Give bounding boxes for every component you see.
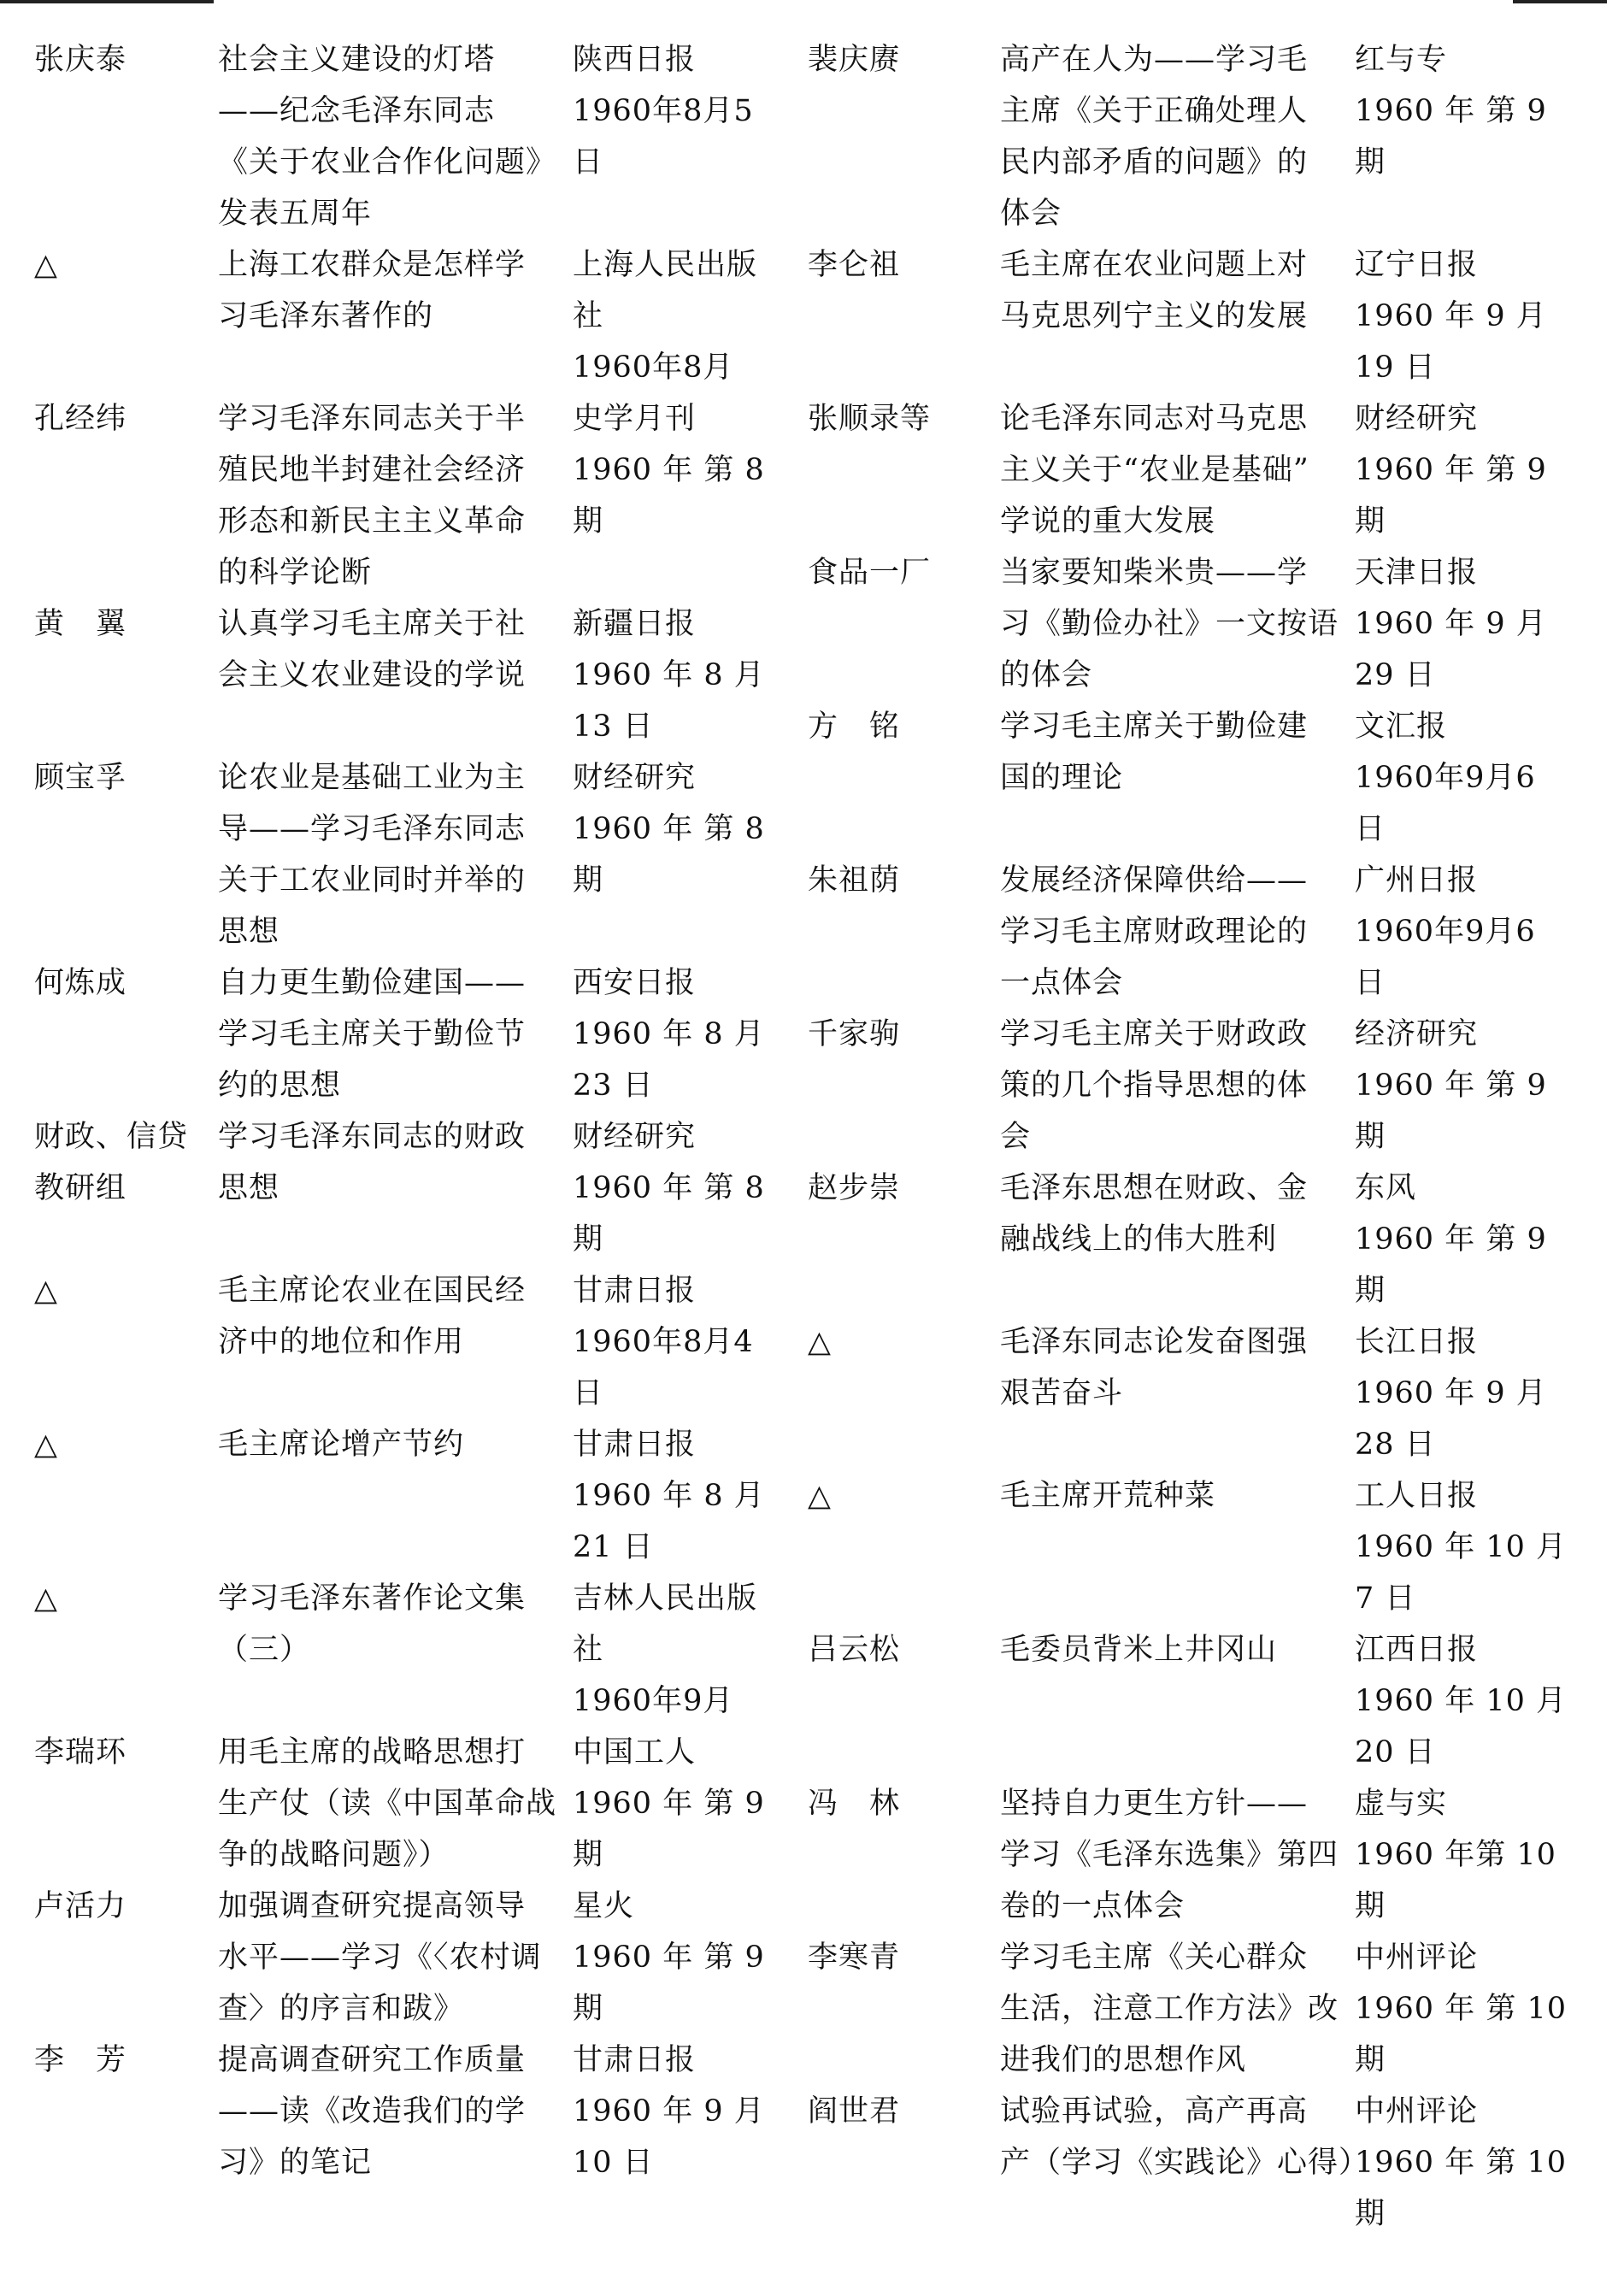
entry-source-line: 陕西日报 [573, 43, 697, 77]
entry-author-line: 李瑞环 [34, 1735, 127, 1770]
entry-title [218, 2035, 573, 2188]
entry-title-line: ——纪念毛泽东同志 [218, 94, 496, 128]
entry-title-line: 民内部矛盾的问题》的 [1000, 145, 1309, 180]
entry-source-line: 甘肃日报 [573, 2043, 697, 2077]
entry-author [34, 393, 218, 598]
bibliography-entry [808, 1470, 1586, 1624]
entry-author [808, 1009, 1000, 1163]
entry-title [218, 1727, 573, 1881]
bibliography-entry [34, 34, 812, 239]
entry-title-line: 坚持自力更生方针—— [1000, 1787, 1309, 1821]
entry-title-line: 学习毛主席《关心群众 [1000, 1940, 1309, 1975]
entry-author [808, 1470, 1000, 1624]
entry-title [218, 34, 573, 239]
entry-title-line: 艰苦奋斗 [1000, 1376, 1124, 1410]
entry-title-line: 高产在人为——学习毛 [1000, 43, 1309, 77]
entry-title-line: 发展经济保障供给—— [1000, 863, 1309, 898]
entry-title [1000, 1932, 1355, 2086]
entry-title-line: 思想 [218, 1171, 280, 1205]
entry-author-line: 朱祖荫 [808, 863, 901, 898]
entry-source-line: 1960 年 9 月 [1355, 1376, 1547, 1410]
entry-source [573, 1573, 812, 1727]
entry-title-line: 国的理论 [1000, 761, 1124, 795]
entry-author-line: 何炼成 [34, 966, 127, 1000]
entry-author-line: 千家驹 [808, 1017, 901, 1051]
entry-author [808, 1932, 1000, 2086]
entry-source-line: 工人日报 [1355, 1479, 1479, 1513]
top-rule-right [1513, 0, 1607, 3]
entry-title [218, 1419, 573, 1573]
entry-author [34, 752, 218, 957]
entry-source-line: 1960年9月6 [1355, 761, 1536, 795]
entry-source-line: 辽宁日报 [1355, 248, 1479, 282]
bibliography-entry [808, 2086, 1586, 2240]
entry-title-line: 策的几个指导思想的体 [1000, 1069, 1309, 1103]
entry-author-line: 李仑祖 [808, 248, 901, 282]
entry-source-line: 23 日 [573, 1069, 654, 1103]
entry-title [218, 957, 573, 1111]
entry-source-line: 上海人民出版 [573, 248, 758, 282]
entry-title-line: 学习毛泽东同志关于半 [218, 402, 527, 436]
bibliography-entry [808, 34, 1586, 239]
entry-author-line: △ [34, 1581, 58, 1616]
entry-source-line: 财经研究 [573, 1120, 697, 1154]
entry-author-line: △ [34, 1274, 58, 1308]
entry-author [808, 1163, 1000, 1316]
entry-title-line: 马克思列宁主义的发展 [1000, 299, 1309, 333]
entry-title-line: 学习毛主席关于勤俭建 [1000, 710, 1309, 744]
bibliography-entry [808, 1316, 1586, 1470]
entry-source-line: 甘肃日报 [573, 1274, 697, 1308]
entry-source [1355, 701, 1594, 855]
entry-title-line: 学习毛泽东同志的财政 [218, 1120, 527, 1154]
bibliography-entry [34, 957, 812, 1111]
entry-author [808, 1778, 1000, 1932]
entry-author [808, 34, 1000, 239]
entry-source [573, 239, 812, 393]
entry-title-line: 会 [1000, 1120, 1032, 1154]
entry-title [1000, 2086, 1370, 2240]
bibliography-entry [34, 1265, 812, 1419]
entry-title-line: 《关于农业合作化问题》 [218, 145, 557, 180]
left-column [34, 34, 812, 2188]
entry-source-line: 1960年9月6 [1355, 915, 1536, 949]
entry-author-line: 裴庆赓 [808, 43, 901, 77]
entry-source-line: 虚与实 [1355, 1787, 1448, 1821]
entry-title-line: 论农业是基础工业为主 [218, 761, 527, 795]
entry-title [1000, 1316, 1355, 1470]
entry-title-line: 试验再试验，高产再高 [1000, 2094, 1309, 2129]
entry-title-line: 认真学习毛主席关于社 [218, 607, 527, 641]
entry-title-line: 毛主席论增产节约 [218, 1428, 465, 1462]
entry-source [1355, 1470, 1594, 1624]
entry-title-line: 约的思想 [218, 1069, 342, 1103]
entry-source-line: 甘肃日报 [573, 1428, 697, 1462]
entry-source-line: 1960年9月 [573, 1684, 734, 1718]
entry-source-line: 21 日 [573, 1530, 654, 1564]
entry-source [573, 1419, 812, 1573]
bibliography-entry [34, 1419, 812, 1573]
entry-title-line: 当家要知柴米贵——学 [1000, 556, 1309, 590]
entry-source-line: 13 日 [573, 710, 654, 744]
entry-author [808, 855, 1000, 1009]
entry-source-line: 期 [1355, 2043, 1386, 2077]
entry-title-line: 形态和新民主主义革命 [218, 504, 527, 539]
entry-author-line: 财政、信贷 [34, 1120, 189, 1154]
bibliography-entry [808, 393, 1586, 547]
entry-source-line: 长江日报 [1355, 1325, 1479, 1359]
entry-source-line: 期 [573, 504, 604, 539]
entry-title-line: 生活，注意工作方法》改 [1000, 1992, 1339, 2026]
entry-source-line: 中州评论 [1355, 2094, 1479, 2129]
entry-source-line: 期 [573, 863, 604, 898]
entry-title [218, 1111, 573, 1265]
entry-source-line: 期 [1355, 145, 1386, 180]
bibliography-entry [34, 239, 812, 393]
entry-source-line: 财经研究 [573, 761, 697, 795]
entry-title [1000, 1009, 1355, 1163]
bibliography-entry [808, 239, 1586, 393]
entry-source [573, 752, 812, 957]
entry-author [808, 239, 1000, 393]
bibliography-entry [34, 598, 812, 752]
entry-title-line: 会主义农业建设的学说 [218, 658, 527, 692]
entry-title-line: 毛泽东同志论发奋图强 [1000, 1325, 1309, 1359]
entry-title-line: 提高调查研究工作质量 [218, 2043, 527, 2077]
entry-author-line: 张顺录等 [808, 402, 932, 436]
entry-title-line: 学习《毛泽东选集》第四 [1000, 1838, 1339, 1872]
bibliography-entry [808, 547, 1586, 701]
entry-title-line: 毛主席开荒种菜 [1000, 1479, 1216, 1513]
entry-source-line: 期 [1355, 1120, 1386, 1154]
entry-title-line: 水平——学习《〈农村调 [218, 1940, 542, 1975]
entry-source [1355, 1009, 1594, 1163]
entry-source-line: 期 [1355, 2197, 1386, 2231]
bibliography-entry [808, 701, 1586, 855]
entry-source-line: 日 [1355, 966, 1386, 1000]
entry-source-line: 新疆日报 [573, 607, 697, 641]
entry-author-line: △ [34, 248, 58, 282]
top-rule-left [0, 0, 214, 3]
entry-title-line: 主义关于“农业是基础” [1000, 453, 1309, 487]
entry-source [573, 1881, 812, 2035]
bibliography-entry [34, 1573, 812, 1727]
entry-source [573, 34, 812, 239]
entry-author-line: 黄 翼 [34, 607, 127, 641]
entry-source [1355, 34, 1594, 239]
entry-title-line: 学习毛泽东著作论文集 [218, 1581, 527, 1616]
entry-author-line: △ [808, 1479, 832, 1513]
entry-source-line: 期 [573, 1222, 604, 1257]
entry-source-line: 19 日 [1355, 350, 1436, 385]
entry-source-line: 期 [1355, 1274, 1386, 1308]
entry-title [218, 1881, 573, 2035]
bibliography-entry [34, 1881, 812, 2035]
entry-title-line: 习》的笔记 [218, 2146, 373, 2180]
entry-title-line: ——读《改造我们的学 [218, 2094, 527, 2129]
entry-author [34, 1419, 218, 1573]
entry-source-line: 1960年8月4 [573, 1325, 754, 1359]
entry-source-line: 1960 年 第 9 [1355, 1069, 1547, 1103]
entry-source [573, 957, 812, 1111]
entry-source-line: 天津日报 [1355, 556, 1479, 590]
bibliography-entry [808, 1624, 1586, 1778]
entry-source-line: 星火 [573, 1889, 635, 1923]
entry-source-line: 史学月刊 [573, 402, 697, 436]
entry-source-line: 日 [1355, 812, 1386, 846]
entry-title [1000, 1470, 1355, 1624]
entry-source-line: 经济研究 [1355, 1017, 1479, 1051]
entry-source [1355, 1932, 1594, 2086]
entry-source [1355, 239, 1594, 393]
entry-source-line: 1960 年 第 9 [1355, 94, 1547, 128]
entry-source [573, 598, 812, 752]
entry-source-line: 日 [573, 1376, 604, 1410]
entry-source [573, 2035, 812, 2188]
entry-source-line: 7 日 [1355, 1581, 1416, 1616]
entry-title-line: 一点体会 [1000, 966, 1124, 1000]
entry-source-line: 财经研究 [1355, 402, 1479, 436]
entry-source-line: 1960 年 第 10 [1355, 2146, 1567, 2180]
entry-author [34, 239, 218, 393]
bibliography-entry [34, 1727, 812, 1881]
entry-author-line: △ [808, 1325, 832, 1359]
entry-author [808, 547, 1000, 701]
entry-source-line: 1960 年 第 9 [573, 1940, 765, 1975]
entry-title-line: 社会主义建设的灯塔 [218, 43, 496, 77]
entry-title-line: 济中的地位和作用 [218, 1325, 465, 1359]
entry-source-line: 西安日报 [573, 966, 697, 1000]
bibliography-entry [34, 393, 812, 598]
entry-title [218, 393, 573, 598]
bibliography-entry [34, 2035, 812, 2188]
right-column [808, 34, 1586, 2240]
entry-source-line: 1960 年 8 月 [573, 1479, 765, 1513]
entry-title [1000, 701, 1355, 855]
bibliography-entry [808, 1009, 1586, 1163]
entry-author-line: 阎世君 [808, 2094, 901, 2129]
entry-title [1000, 1163, 1355, 1316]
bibliography-entry [808, 1932, 1586, 2086]
entry-source-line: 期 [1355, 504, 1386, 539]
entry-title-line: 习《勤俭办社》一文按语 [1000, 607, 1339, 641]
entry-source [1355, 855, 1594, 1009]
entry-title-line: 加强调查研究提高领导 [218, 1889, 527, 1923]
bibliography-entry [34, 752, 812, 957]
entry-author-line: 教研组 [34, 1171, 127, 1205]
entry-author-line: 冯 林 [808, 1787, 901, 1821]
entry-author-line: 李 芳 [34, 2043, 127, 2077]
entry-title-line: 产（学习《实践论》心得） [1000, 2146, 1370, 2180]
entry-title-line: 学习毛主席关于勤俭节 [218, 1017, 527, 1051]
entry-title-line: 导——学习毛泽东同志 [218, 812, 527, 846]
entry-title-line: 殖民地半封建社会经济 [218, 453, 527, 487]
entry-title-line: 毛主席论农业在国民经 [218, 1274, 527, 1308]
entry-source-line: 1960 年 第 8 [573, 453, 765, 487]
entry-source-line: 期 [573, 1838, 604, 1872]
entry-source-line: 1960 年 10 月 [1355, 1530, 1567, 1564]
entry-source-line: 1960 年 第 9 [1355, 1222, 1547, 1257]
entry-title-line: 自力更生勤俭建国—— [218, 966, 527, 1000]
entry-source-line: 江西日报 [1355, 1633, 1479, 1667]
entry-source-line: 1960 年 10 月 [1355, 1684, 1567, 1718]
entry-source [1355, 1316, 1594, 1470]
entry-title-line: 进我们的思想作风 [1000, 2043, 1247, 2077]
entry-author [34, 957, 218, 1111]
entry-title-line: 生产仗（读《中国革命战 [218, 1787, 557, 1821]
entry-source-line: 1960年8月 [573, 350, 734, 385]
entry-source [1355, 1163, 1594, 1316]
entry-source-line: 1960 年 9 月 [573, 2094, 765, 2129]
entry-source-line: 1960 年 9 月 [1355, 607, 1547, 641]
entry-author [808, 393, 1000, 547]
bibliography-entry [808, 855, 1586, 1009]
entry-source-line: 日 [573, 145, 604, 180]
entry-source-line: 1960 年 9 月 [1355, 299, 1547, 333]
entry-author-line: 顾宝孚 [34, 761, 127, 795]
entry-author-line: 孔经纬 [34, 402, 127, 436]
entry-title-line: 思想 [218, 915, 280, 949]
entry-author [34, 1573, 218, 1727]
entry-author [34, 1265, 218, 1419]
entry-source-line: 1960年8月5 [573, 94, 754, 128]
entry-author [808, 701, 1000, 855]
entry-title [1000, 1624, 1355, 1778]
entry-title [218, 1265, 573, 1419]
entry-title-line: （三） [218, 1633, 311, 1667]
entry-title-line: 卷的一点体会 [1000, 1889, 1186, 1923]
entry-title-line: 习毛泽东著作的 [218, 299, 434, 333]
entry-title-line: 发表五周年 [218, 197, 373, 231]
entry-title-line: 学说的重大发展 [1000, 504, 1216, 539]
entry-author-line: 卢活力 [34, 1889, 127, 1923]
entry-source-line: 10 日 [573, 2146, 654, 2180]
entry-author-line: △ [34, 1428, 58, 1462]
entry-source-line: 20 日 [1355, 1735, 1436, 1770]
entry-title [1000, 393, 1355, 547]
entry-title [218, 598, 573, 752]
entry-source-line: 广州日报 [1355, 863, 1479, 898]
entry-author-line: 吕云松 [808, 1633, 901, 1667]
entry-author-line: 方 铭 [808, 710, 901, 744]
entry-author [34, 1727, 218, 1881]
entry-title [1000, 1778, 1355, 1932]
entry-source [1355, 2086, 1594, 2240]
bibliography-entry [808, 1163, 1586, 1316]
entry-title-line: 的体会 [1000, 658, 1093, 692]
entry-source-line: 29 日 [1355, 658, 1436, 692]
entry-source [1355, 1624, 1594, 1778]
entry-source-line: 中州评论 [1355, 1940, 1479, 1975]
entry-author [808, 1624, 1000, 1778]
entry-title [1000, 855, 1355, 1009]
entry-source-line: 1960 年 8 月 [573, 1017, 765, 1051]
entry-author-line: 赵步崇 [808, 1171, 901, 1205]
entry-title-line: 主席《关于正确处理人 [1000, 94, 1309, 128]
entry-title-line: 论毛泽东同志对马克思 [1000, 402, 1309, 436]
entry-title-line: 毛主席在农业问题上对 [1000, 248, 1309, 282]
entry-title [218, 239, 573, 393]
entry-source-line: 文汇报 [1355, 710, 1448, 744]
entry-source-line: 28 日 [1355, 1428, 1436, 1462]
entry-title-line: 学习毛主席关于财政政 [1000, 1017, 1309, 1051]
entry-title [218, 1573, 573, 1727]
entry-source [1355, 547, 1594, 701]
entry-title-line: 毛委员背米上井冈山 [1000, 1633, 1278, 1667]
entry-source-line: 吉林人民出版 [573, 1581, 758, 1616]
entry-author [808, 2086, 1000, 2240]
entry-source [1355, 1778, 1594, 1932]
entry-author [34, 1111, 218, 1265]
entry-title-line: 毛泽东思想在财政、金 [1000, 1171, 1309, 1205]
entry-title-line: 争的战略问题》） [218, 1838, 450, 1872]
entry-title-line: 关于工农业同时并举的 [218, 863, 527, 898]
entry-title-line: 体会 [1000, 197, 1062, 231]
entry-source [573, 1265, 812, 1419]
entry-author-line: 李寒青 [808, 1940, 901, 1975]
entry-source-line: 期 [573, 1992, 604, 2026]
entry-source [573, 393, 812, 598]
entry-author-line: 食品一厂 [808, 556, 932, 590]
entry-source-line: 东风 [1355, 1171, 1417, 1205]
entry-title-line: 的科学论断 [218, 556, 373, 590]
entry-source-line: 红与专 [1355, 43, 1448, 77]
entry-source-line: 1960 年 第 8 [573, 812, 765, 846]
entry-source [573, 1727, 812, 1881]
entry-author [34, 598, 218, 752]
entry-source-line: 社 [573, 299, 604, 333]
bibliography-entry [34, 1111, 812, 1265]
entry-author [34, 1881, 218, 2035]
entry-title-line: 融战线上的伟大胜利 [1000, 1222, 1278, 1257]
entry-title-line: 上海工农群众是怎样学 [218, 248, 527, 282]
entry-source [573, 1111, 812, 1265]
entry-source-line: 1960 年 第 10 [1355, 1992, 1567, 2026]
entry-source-line: 中国工人 [573, 1735, 697, 1770]
entry-title [1000, 34, 1355, 239]
entry-title-line: 用毛主席的战略思想打 [218, 1735, 527, 1770]
entry-source-line: 1960 年第 10 [1355, 1838, 1556, 1872]
bibliography-entry [808, 1778, 1586, 1932]
entry-source-line: 1960 年 8 月 [573, 658, 765, 692]
entry-title-line: 学习毛主席财政理论的 [1000, 915, 1309, 949]
entry-author [34, 2035, 218, 2188]
entry-author [34, 34, 218, 239]
entry-title [1000, 547, 1355, 701]
entry-source-line: 1960 年 第 8 [573, 1171, 765, 1205]
entry-title-line: 查〉的序言和跋》 [218, 1992, 465, 2026]
entry-author [808, 1316, 1000, 1470]
entry-source-line: 期 [1355, 1889, 1386, 1923]
entry-source [1355, 393, 1594, 547]
entry-author-line: 张庆泰 [34, 43, 127, 77]
entry-source-line: 1960 年 第 9 [573, 1787, 765, 1821]
entry-source-line: 1960 年 第 9 [1355, 453, 1547, 487]
entry-title [218, 752, 573, 957]
entry-title [1000, 239, 1355, 393]
entry-source-line: 社 [573, 1633, 604, 1667]
